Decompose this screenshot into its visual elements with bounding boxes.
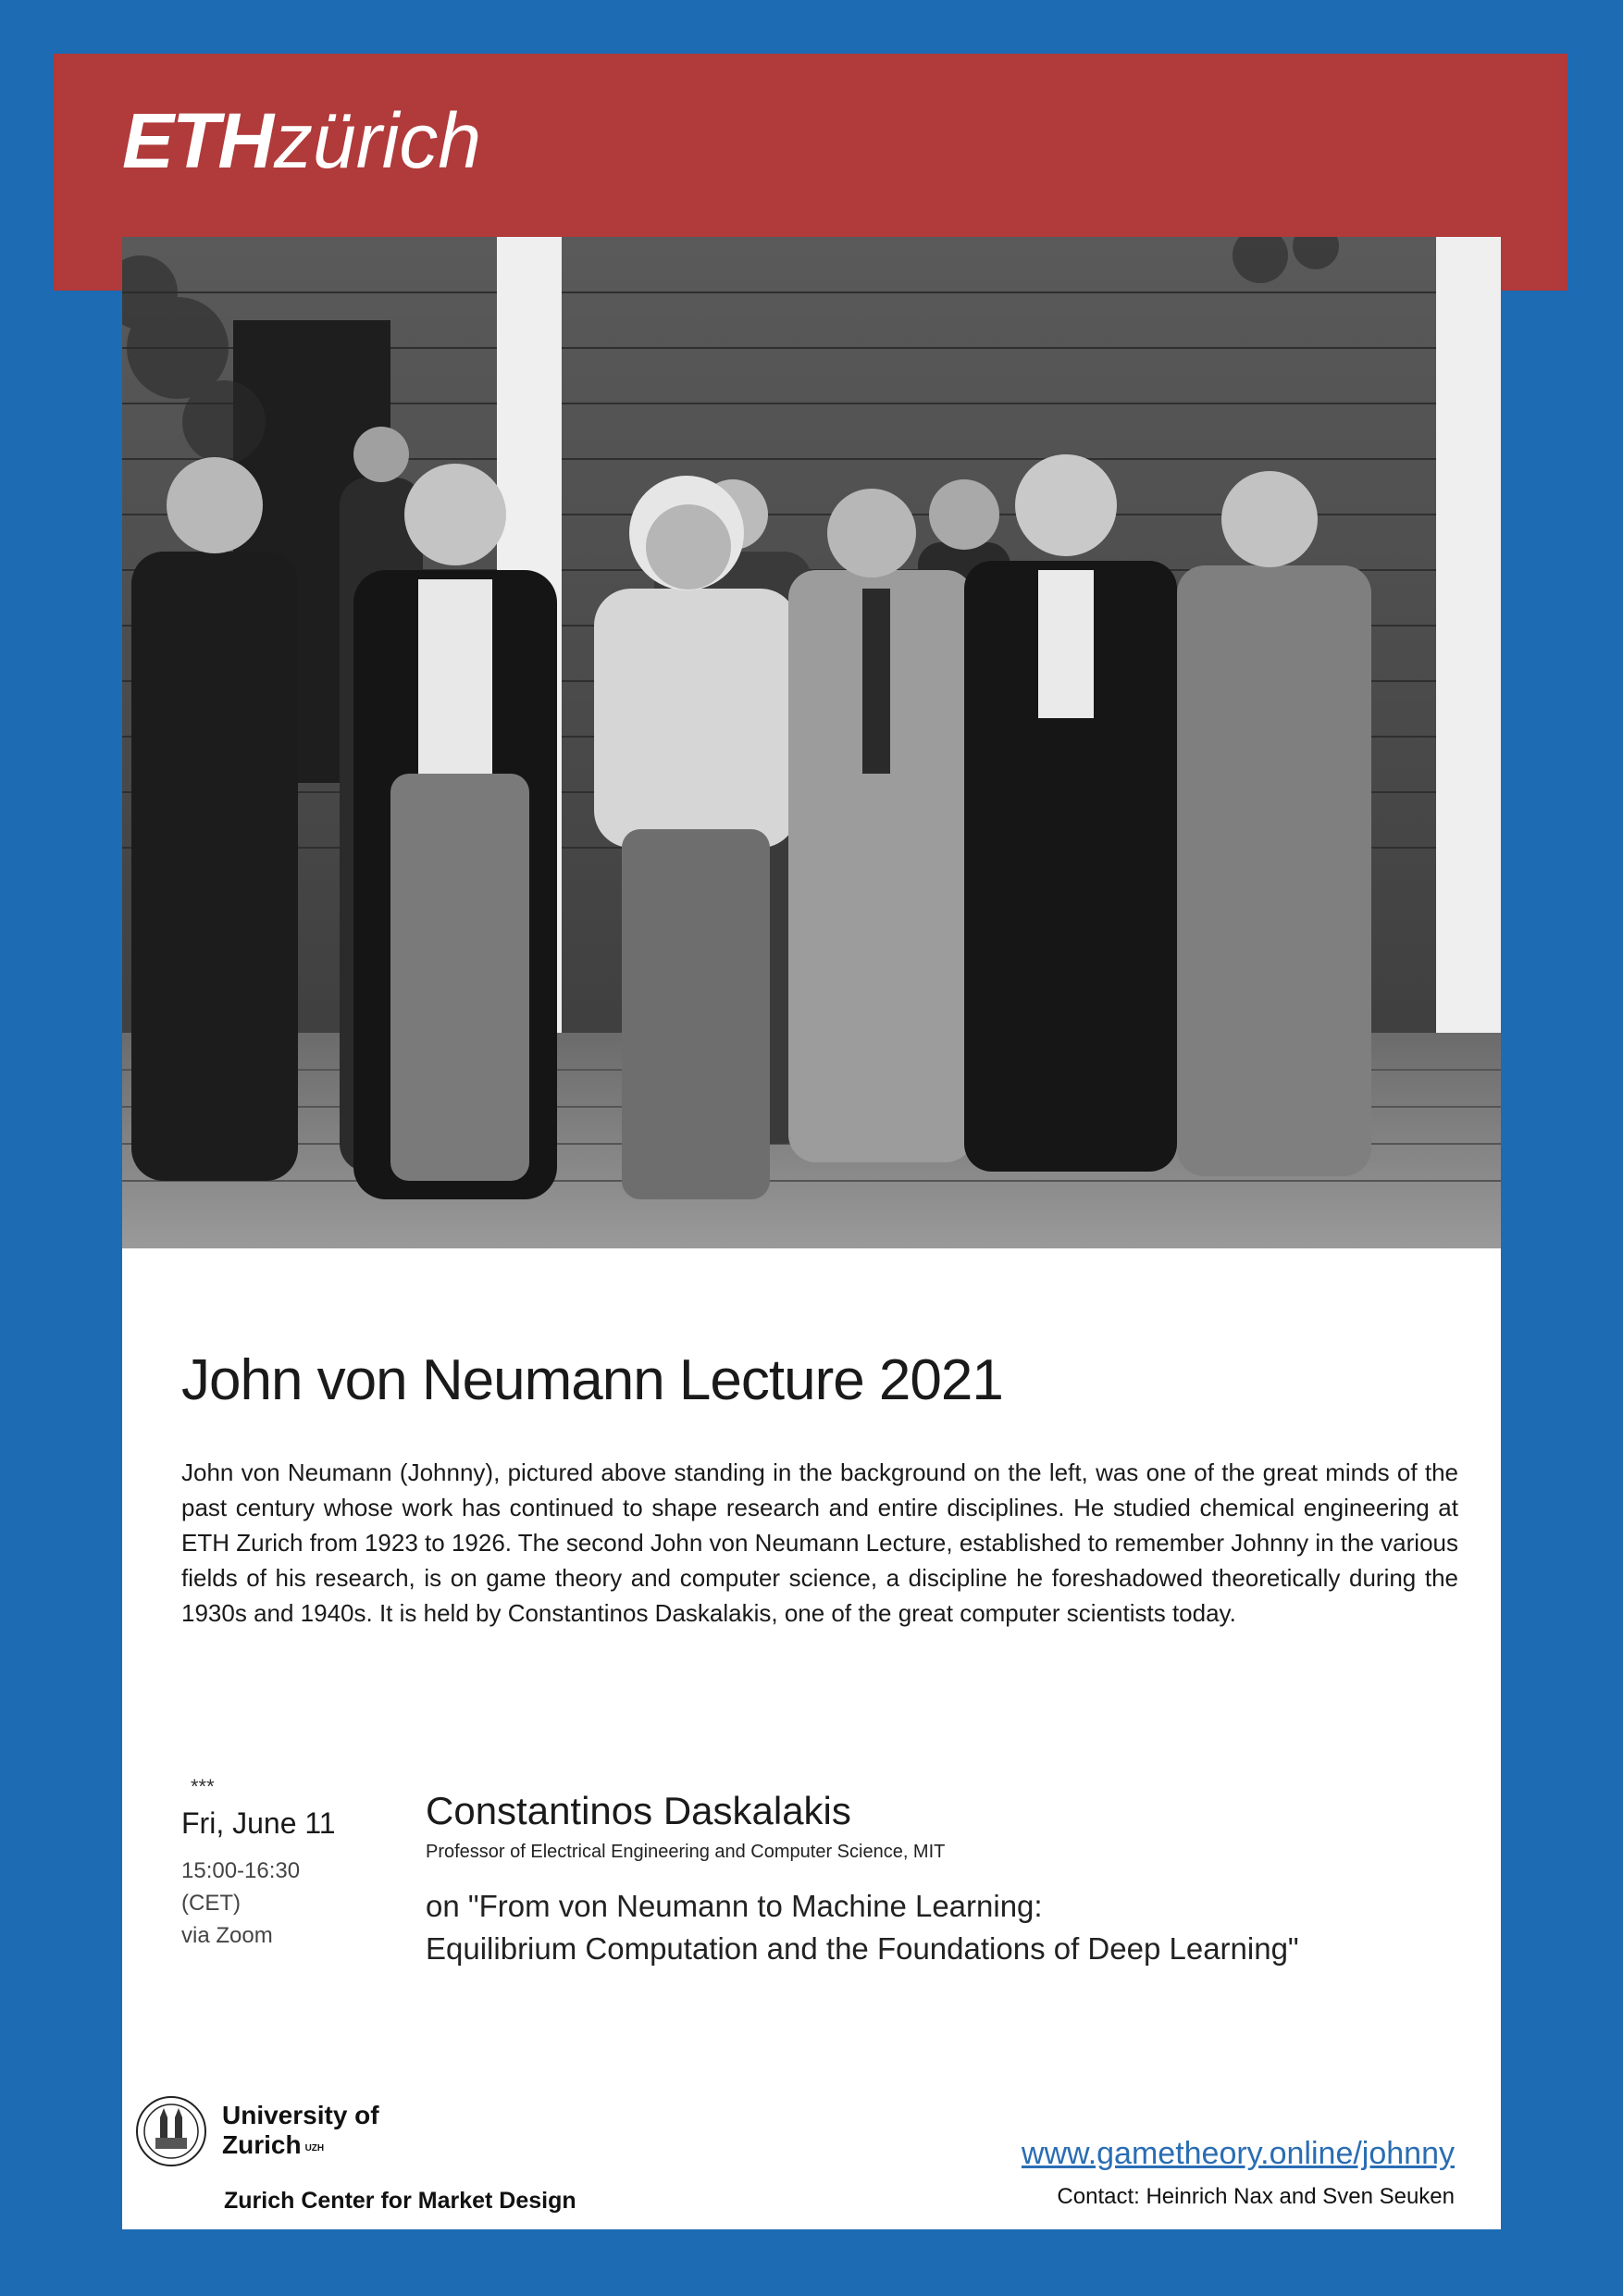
lecture-title: John von Neumann Lecture 2021 xyxy=(181,1348,1003,1412)
event-venue: via Zoom xyxy=(181,1923,273,1948)
uzh-zurich-text: Zurich xyxy=(222,2130,302,2159)
separator-stars: *** xyxy=(191,1775,215,1798)
market-design-center: Zurich Center for Market Design xyxy=(224,2188,576,2214)
eth-logo-text: ETH xyxy=(122,97,272,184)
lecture-description: John von Neumann (Johnny), pictured above standing in the background on the left, was one of the great minds of the past century whose work has continued to shape research and entire disciplines. He studied chemical engineering at ETH Zurich from 1923 to 1926. The second John von Neumann Lecture, established to remember Johnny in the various fields of his research, is on game theory and computer science, a discipline he foreshadowed theoretically during the 1930s and 1940s. It is held by Constantinos Daskalakis, one of the great computer scientists today. xyxy=(181,1458,1458,1627)
contact-line: Contact: Heinrich Nax and Sven Seuken xyxy=(1057,2184,1455,2209)
event-details xyxy=(181,1775,357,1952)
uzh-abbrev: UZH xyxy=(304,2143,325,2153)
zurich-logo-text: zürich xyxy=(274,97,482,184)
talk-topic-line-1: on "From von Neumann to Machine Learning: xyxy=(426,1889,1043,1923)
group-photo-image xyxy=(122,237,1501,1248)
speaker-name: Constantinos Daskalakis xyxy=(426,1789,851,1832)
event-date: Fri, June 11 xyxy=(181,1806,336,1840)
speaker-affiliation: Professor of Electrical Engineering and Computer Science, MIT xyxy=(426,1842,946,1862)
uzh-name xyxy=(222,2101,379,2160)
event-timezone: (CET) xyxy=(181,1891,241,1916)
uzh-line-1: University of xyxy=(222,2101,379,2129)
uzh-seal-icon xyxy=(135,2095,207,2167)
website-link[interactable]: www.gametheory.online/johnny xyxy=(1021,2136,1455,2171)
speaker-block xyxy=(426,1788,1481,1970)
poster-panel xyxy=(122,237,1501,2229)
uzh-line-2 xyxy=(222,2130,379,2160)
event-time: 15:00-16:30 xyxy=(181,1858,301,1883)
uzh-logo xyxy=(135,2088,413,2190)
eth-zurich-logo xyxy=(122,97,482,184)
talk-topic-line-2: Equilibrium Computation and the Foundations of Deep Learning" xyxy=(426,1931,1299,1966)
talk-topic xyxy=(426,1885,1481,1970)
event-time-block xyxy=(181,1855,357,1952)
